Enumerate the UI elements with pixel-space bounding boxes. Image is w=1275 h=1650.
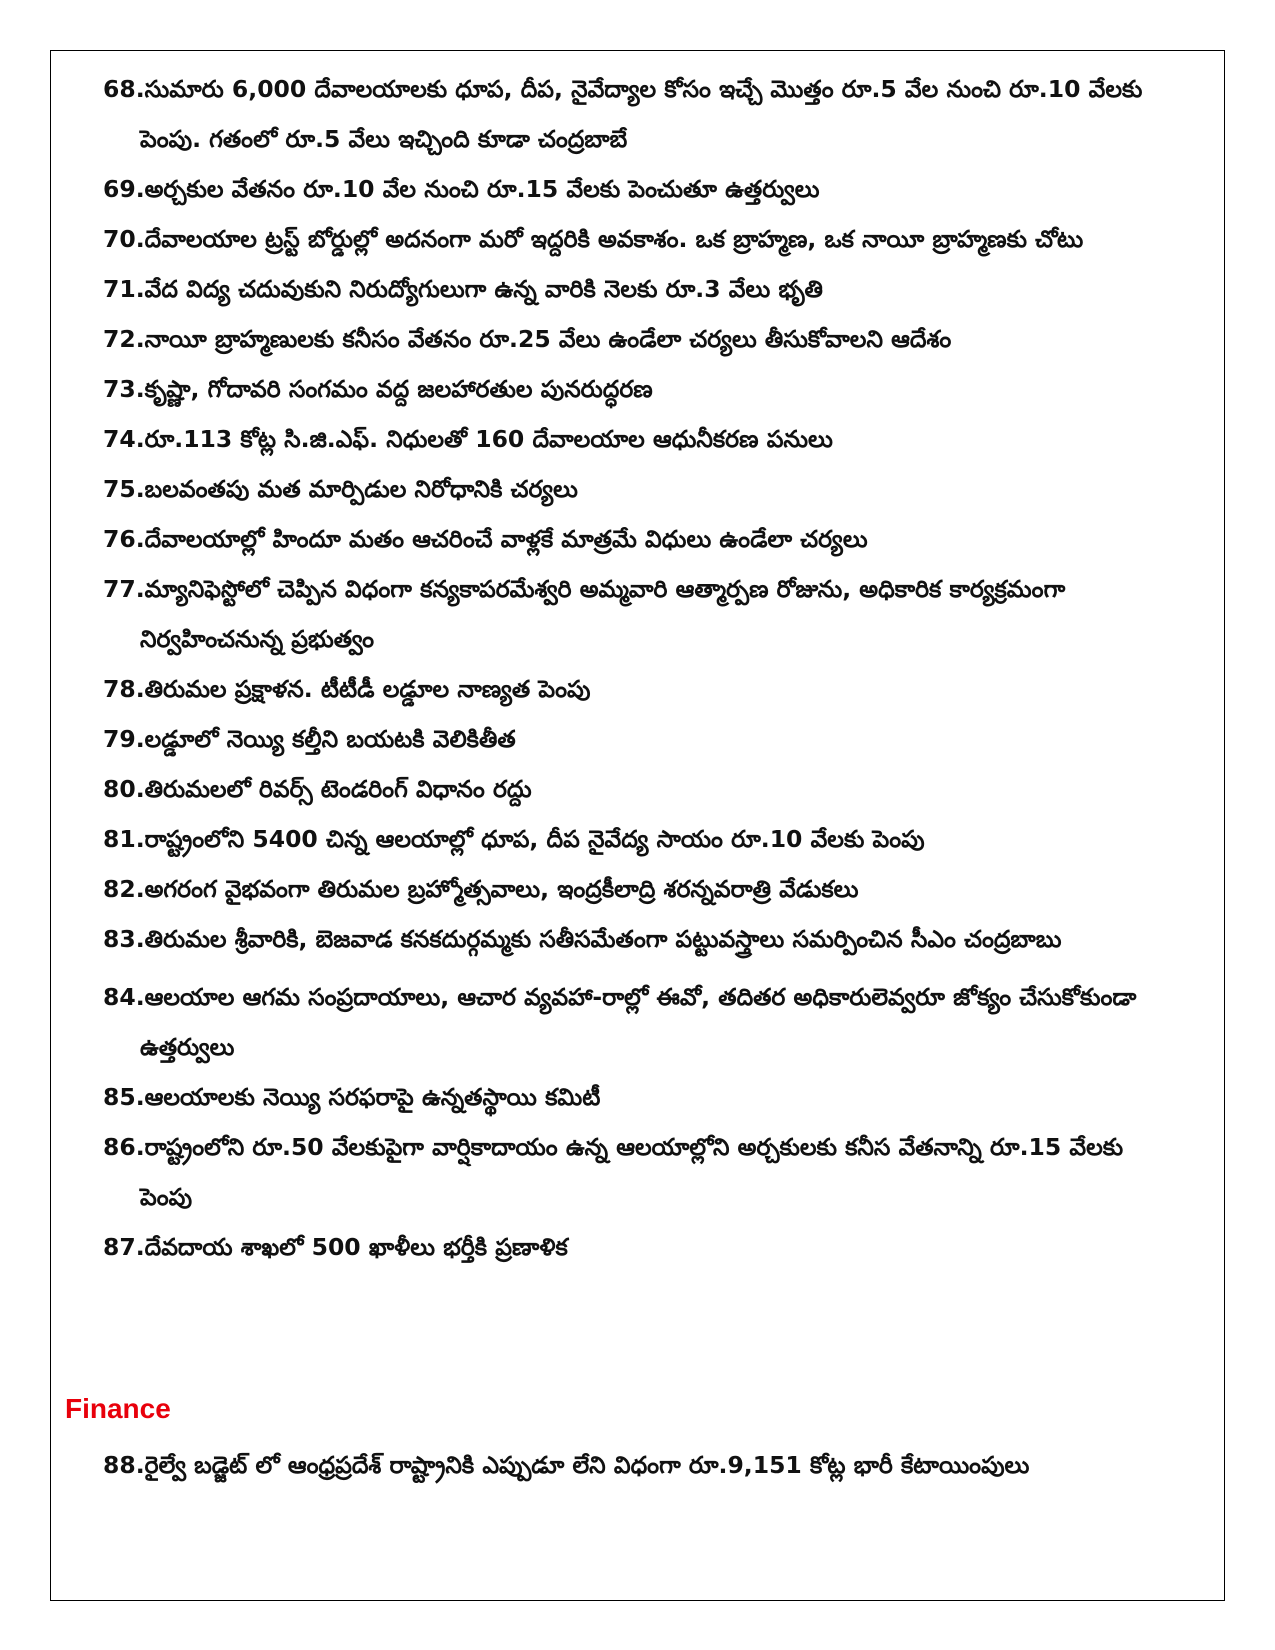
list-item-86: 86.రాష్ట్రంలోని రూ.50 వేలకుపైగా వార్షికాదాయం ఉన్న ఆలయాల్లోని అర్చకులకు కనీస వేతనాన్ని రూ.15 వేలకు పెంపు: [103, 1133, 1124, 1211]
list-item-81: 81.రాష్ట్రంలోని 5400 చిన్న ఆలయాల్లో ధూప, దీప నైవేద్య సాయం రూ.10 వేలకు పెంపు: [103, 825, 925, 853]
finance-items-list: [103, 1440, 1163, 1490]
list-item-78: 78.తిరుమల ప్రక్షాళన. టీటీడీ లడ్డూల నాణ్యత పెంపు: [103, 675, 591, 703]
list-item-68: 68.సుమారు 6,000 దేవాలయాలకు ధూప, దీప, నైవేద్యాల కోసం ఇచ్చే మొత్తం రూ.5 వేల నుంచి రూ.10 వేలకు పెంపు. గతంలో రూ.5 వేలు ఇచ్చింది కూడా చంద్రబాబే: [103, 75, 1143, 153]
list-item-74: 74.రూ.113 కోట్ల సి.జి.ఎఫ్. నిధులతో 160 దేవాలయాల ఆధునీకరణ పనులు: [103, 425, 833, 453]
list-item-77: 77.మ్యానిఫెస్టోలో చెప్పిన విధంగా కన్యకాపరమేశ్వరి అమ్మవారి ఆత్మార్పణ రోజును, అధికారిక కార్యక్రమంగా నిర్వహించనున్న ప్రభుత్వం: [103, 575, 1066, 653]
list-item-69: 69.అర్చకుల వేతనం రూ.10 వేల నుంచి రూ.15 వేలకు పెంచుతూ ఉత్తర్వులు: [103, 175, 820, 203]
list-item-87: 87.దేవదాయ శాఖలో 500 ఖాళీలు భర్తీకి ప్రణాళిక: [103, 1233, 568, 1261]
list-item-84: 84.ఆలయాల ఆగమ సంప్రదాయాలు, ఆచార వ్యవహా-రాల్లో ఈవో, తదితర అధికారులెవ్వరూ జోక్యం చేసుకోకుండా ఉత్తర్వులు: [103, 983, 1137, 1061]
list-item-80: 80.తిరుమలలో రివర్స్ టెండరింగ్ విధానం రద్దు: [103, 775, 532, 803]
list-item-83: 83.తిరుమల శ్రీవారికి, బెజవాడ కనకదుర్గమ్మకు సతీసమేతంగా పట్టువస్త్రాలు సమర్పించిన సీఎం చంద్రబాబు: [103, 925, 1062, 953]
list-item-73: 73.కృష్ణా, గోదావరి సంగమం వద్ద జలహారతుల పునరుద్ధరణ: [103, 375, 653, 403]
list-item-71: 71.వేద విద్య చదువుకుని నిరుద్యోగులుగా ఉన్న వారికి నెలకు రూ.3 వేలు భృతి: [103, 275, 823, 303]
finance-heading: Finance: [65, 1393, 171, 1424]
list-item-72: 72.నాయీ బ్రాహ్మణులకు కనీసం వేతనం రూ.25 వేలు ఉండేలా చర్యలు తీసుకోవాలని ఆదేశం: [103, 325, 952, 353]
list-item-79: 79.లడ్డూలో నెయ్యి కల్తీని బయటకి వెలికితీత: [103, 725, 516, 753]
items-list: [103, 64, 1163, 1272]
list-item-88: 88.రైల్వే బడ్జెట్ లో ఆంధ్రప్రదేశ్ రాష్ట్రానికి ఎప్పుడూ లేని విధంగా రూ.9,151 కోట్ల భారీ కేటాయింపులు: [103, 1451, 1030, 1479]
list-item-85: 85.ఆలయాలకు నెయ్యి సరఫరాపై ఉన్నతస్థాయి కమిటీ: [103, 1083, 601, 1111]
list-item-70: 70.దేవాలయాల ట్రస్ట్ బోర్డుల్లో అదనంగా మరో ఇద్దరికి అవకాశం. ఒక బ్రాహ్మణ, ఒక నాయీ బ్రాహ్మణకు చోటు: [103, 225, 1084, 253]
list-item-76: 76.దేవాలయాల్లో హిందూ మతం ఆచరించే వాళ్లకే మాత్రమే విధులు ఉండేలా చర్యలు: [103, 525, 868, 553]
list-item-75: 75.బలవంతపు మత మార్పిడుల నిరోధానికి చర్యలు: [103, 475, 578, 503]
list-item-82: 82.అగరంగ వైభవంగా తిరుమల బ్రహ్మోత్సవాలు, ఇంద్రకీలాద్రి శరన్నవరాత్రి వేడుకలు: [103, 875, 859, 903]
